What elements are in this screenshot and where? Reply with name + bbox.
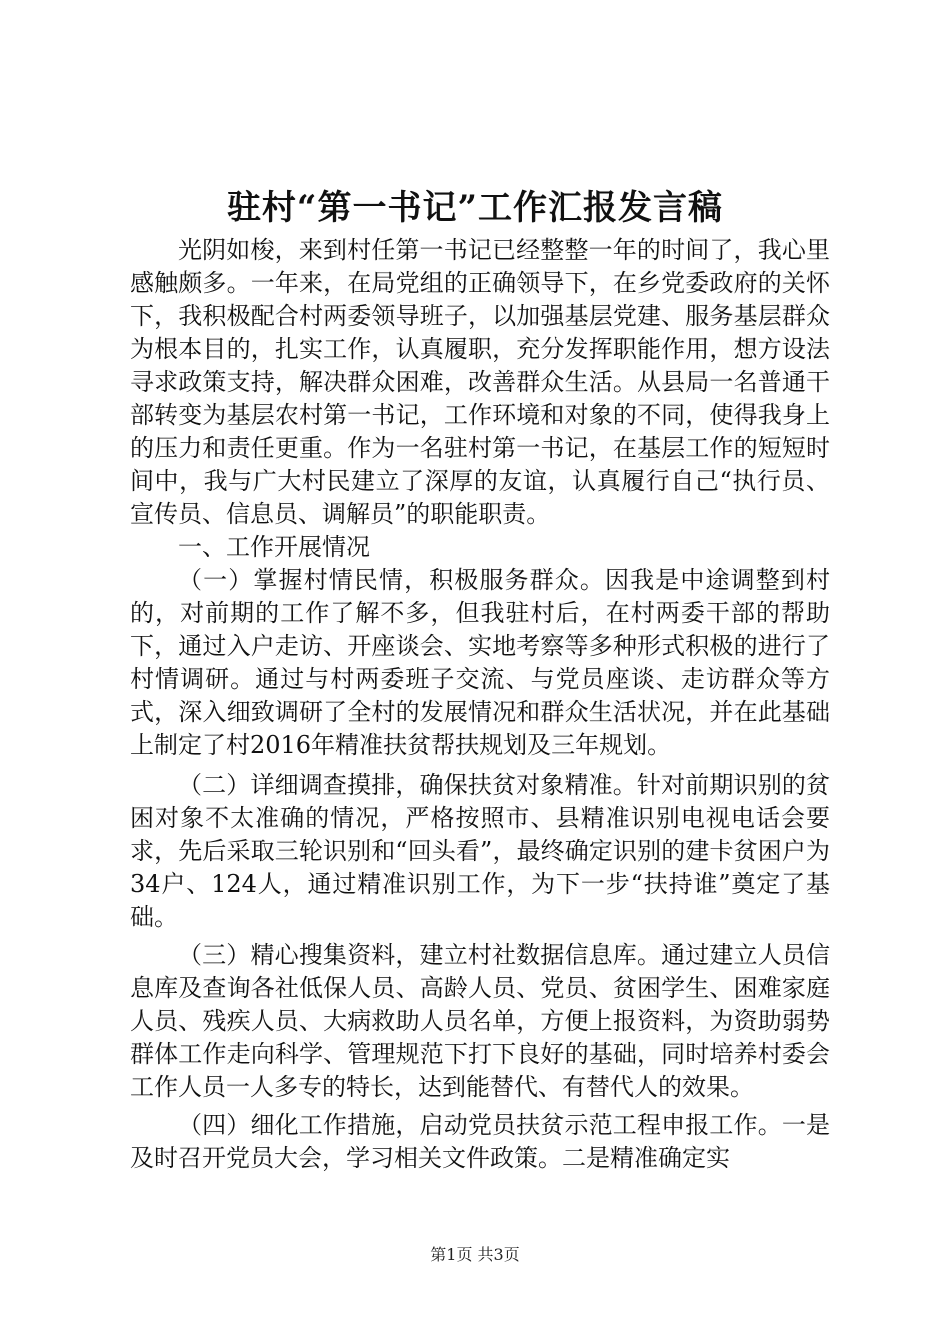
page-footer: 第1页 共3页 [430,1245,520,1264]
paragraph-item-2: （二）详细调查摸排，确保扶贫对象精准。针对前期识别的贫困对象不太准确的情况，严格按照市、县精准识别电视电话会要求，先后采取三轮识别和“回头看”，最终确定识别的建卡贫困户为34户、124人，通过精准识别工作，为下一步“扶持谁”奠定了基础。 [130,771,830,931]
paragraph-intro: 光阴如梭，来到村任第一书记已经整整一年的时间了，我心里感触颇多。一年来，在局党组的正确领导下，在乡党委政府的关怀下，我积极配合村两委领导班子，以加强基层党建、服务基层群众为根本目的，扎实工作，认真履职，充分发挥职能作用，想方设法寻求政策支持，解决群众困难，改善群众生活。从县局一名普通干部转变为基层农村第一书记，工作环境和对象的不同，使得我身上的压力和责任更重。作为一名驻村第一书记，在基层工作的短短时间中，我与广大村民建立了深厚的友谊，认真履行自己“执行员、宣传员、信息员、调解员”的职能职责。 [130,236,830,528]
section-heading: 一、工作开展情况 [178,533,370,561]
paragraph-item-1: （一）掌握村情民情，积极服务群众。因我是中途调整到村的，对前期的工作了解不多，但我驻村后，在村两委干部的帮助下，通过入户走访、开座谈会、实地考察等多种形式积极的进行了村情调研。通过与村两委班子交流、与党员座谈、走访群众等方式，深入细致调研了全村的发展情况和群众生活状况，并在此基础上制定了村2016年精准扶贫帮扶规划及三年规划。 [130,566,830,759]
paragraph-item-3: （三）精心搜集资料，建立村社数据信息库。通过建立人员信息库及查询各社低保人员、高龄人员、党员、贫困学生、困难家庭人员、残疾人员、大病救助人员名单，方便上报资料，为资助弱势群体工作走向科学、管理规范下打下良好的基础，同时培养村委会工作人员一人多专的特长，达到能替代、有替代人的效果。 [130,941,830,1101]
paragraph-item-4: （四）细化工作措施，启动党员扶贫示范工程申报工作。一是及时召开党员大会，学习相关文件政策。二是精准确定实 [130,1111,830,1172]
document-title: 驻村“第一书记”工作汇报发言稿 [226,188,724,228]
document-body [130,234,830,1175]
